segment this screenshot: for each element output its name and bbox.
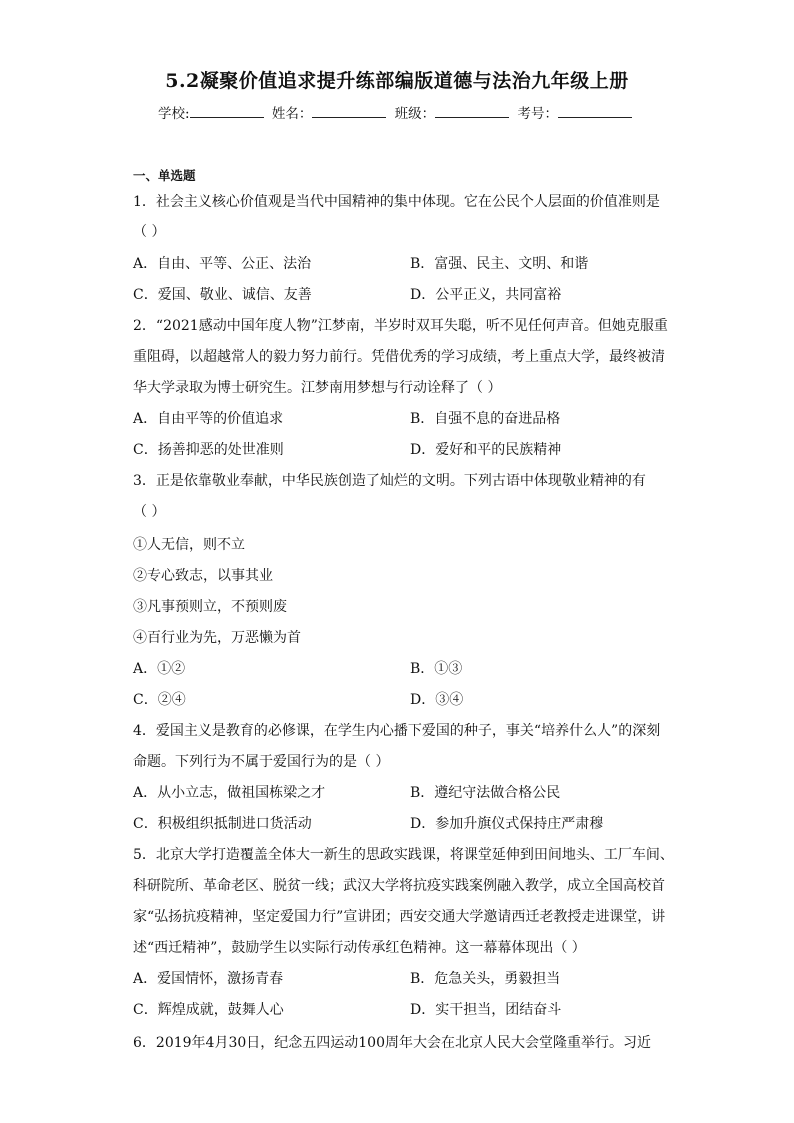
question-3-item-4: ④百行业为先，万恶懒为首 <box>133 630 301 646</box>
name-blank[interactable] <box>312 105 386 118</box>
question-3-item-2: ②专心致志，以事其业 <box>133 568 273 584</box>
question-4-option-b[interactable]: B．遵纪守法做合格公民 <box>410 785 561 801</box>
school-blank[interactable] <box>190 105 264 118</box>
question-2-option-d[interactable]: D．爱好和平的民族精神 <box>410 442 562 458</box>
question-5-option-c[interactable]: C．辉煌成就，鼓舞人心 <box>133 1002 284 1018</box>
question-2-option-a[interactable]: A．自由平等的价值追求 <box>133 411 284 427</box>
class-label: 班级： <box>394 106 436 122</box>
question-5-option-d[interactable]: D．实干担当，团结奋斗 <box>410 1002 562 1018</box>
question-2-option-b[interactable]: B．自强不息的奋进品格 <box>410 411 561 427</box>
question-2-option-c[interactable]: C．扬善抑恶的处世准则 <box>133 442 284 458</box>
page-title: 5.2凝聚价值追求提升练部编版道德与法治九年级上册 <box>165 70 629 92</box>
student-info-row <box>0 102 794 122</box>
question-2-line-2: 重阻碍，以超越常人的毅力努力前行。凭借优秀的学习成绩，考上重点大学，最终被清 <box>133 349 665 365</box>
question-2-line-3: 华大学录取为博士研究生。江梦南用梦想与行动诠释了（ ） <box>133 380 502 396</box>
question-5-line-4: 述“西迁精神”，鼓励学生以实际行动传承红色精神。这一幕幕体现出（ ） <box>133 940 586 956</box>
question-1-option-b[interactable]: B．富强、民主、文明、和谐 <box>410 256 589 272</box>
question-3-option-a[interactable]: A．①② <box>133 661 186 677</box>
question-1-option-c[interactable]: C．爱国、敬业、诚信、友善 <box>133 287 312 303</box>
question-5-line-2: 科研院所、革命老区、脱贫一线；武汉大学将抗疫实践案例融入教学，成立全国高校首 <box>133 878 665 894</box>
question-3-option-b[interactable]: B．①③ <box>410 661 463 677</box>
question-3-line-2: （ ） <box>133 504 166 520</box>
question-4-option-a[interactable]: A．从小立志，做祖国栋梁之才 <box>133 785 326 801</box>
question-1-line-2: （ ） <box>133 224 166 240</box>
question-4-line-1: 4．爱国主义是教育的必修课，在学生内心播下爱国的种子，事关“培养什么人”的深刻 <box>133 723 661 739</box>
question-4-option-c[interactable]: C．积极组织抵制进口货活动 <box>133 816 312 832</box>
question-3-option-c[interactable]: C．②④ <box>133 692 186 708</box>
exam-number-blank[interactable] <box>558 105 632 118</box>
question-5-option-a[interactable]: A．爱国情怀，激扬青春 <box>133 971 284 987</box>
question-3-item-1: ①人无信，则不立 <box>133 537 245 553</box>
question-5-line-3: 家“弘扬抗疫精神，坚定爱国力行”宣讲团；西安交通大学邀请西迁老教授走进课堂，讲 <box>133 909 666 925</box>
question-3-option-d[interactable]: D．③④ <box>410 692 464 708</box>
section-heading: 一、单选题 <box>133 168 196 183</box>
question-4-line-2: 命题。下列行为不属于爱国行为的是（ ） <box>133 754 390 770</box>
question-6-line-1: 6．2019年4月30日，纪念五四运动100周年大会在北京人民大会堂隆重举行。习近 <box>133 1035 651 1051</box>
question-1-option-a[interactable]: A．自由、平等、公正、法治 <box>133 256 312 272</box>
question-3-line-1: 3．正是依靠敬业奉献，中华民族创造了灿烂的文明。下列古语中体现敬业精神的有 <box>133 473 646 489</box>
question-1-option-d[interactable]: D．公平正义，共同富裕 <box>410 287 562 303</box>
question-2-line-1: 2．“2021感动中国年度人物”江梦南，半岁时双耳失聪，听不见任何声音。但她克服重 <box>133 318 668 334</box>
exam-number-label: 考号： <box>517 106 558 122</box>
question-4-option-d[interactable]: D．参加升旗仪式保持庄严肃穆 <box>410 816 604 832</box>
question-5-line-1: 5．北京大学打造覆盖全体大一新生的思政实践课，将课堂延伸到田间地头、工厂车间、 <box>133 847 674 863</box>
school-label: 学校: <box>158 106 190 122</box>
class-blank[interactable] <box>435 105 509 118</box>
question-3-item-3: ③凡事预则立，不预则废 <box>133 599 287 615</box>
question-5-option-b[interactable]: B．危急关头，勇毅担当 <box>410 971 561 987</box>
question-1-line-1: 1．社会主义核心价值观是当代中国精神的集中体现。它在公民个人层面的价值准则是 <box>133 194 660 210</box>
name-label: 姓名： <box>271 106 313 122</box>
